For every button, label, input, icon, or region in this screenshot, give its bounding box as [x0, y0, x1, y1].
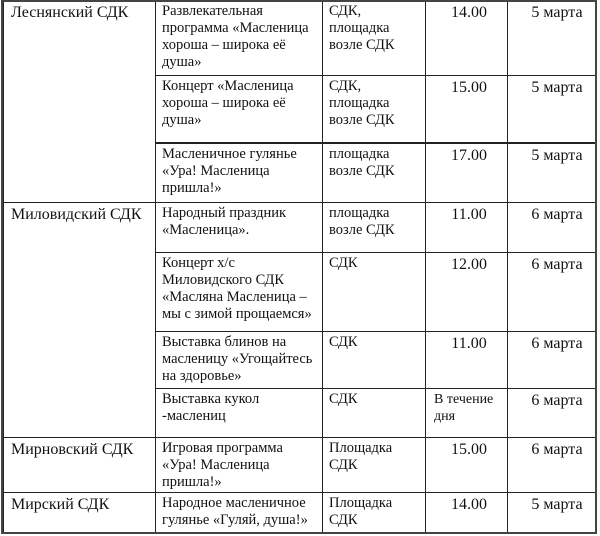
- place-cell: СДК, площадка возле СДК: [323, 1, 426, 76]
- table-row: [4, 1, 598, 76]
- date-cell: 6 марта: [508, 203, 598, 253]
- table-row: [4, 203, 598, 253]
- time-cell: 12.00: [426, 253, 508, 332]
- date-cell: 5 марта: [508, 493, 598, 535]
- event-cell: Народное масленичное гулянье «Гуляй, душа!»: [156, 493, 323, 535]
- place-cell: площадка возле СДК: [323, 203, 426, 253]
- event-cell: Масленичное гулянье «Ура! Масленица пришла!»: [156, 143, 323, 203]
- event-cell: Игровая программа «Ура! Масленица пришла!»: [156, 438, 323, 493]
- event-cell: Концерт «Масленица хороша – широка её душа»: [156, 76, 323, 144]
- place-cell: Площадка СДК: [323, 438, 426, 493]
- date-cell: 6 марта: [508, 438, 598, 493]
- event-cell: Концерт х/с Миловидского СДК «Масляна Масленица – мы с зимой прощаемся»: [156, 253, 323, 332]
- date-cell: 6 марта: [508, 389, 598, 438]
- org-cell: Мирский СДК: [4, 493, 156, 535]
- place-cell: Площадка СДК: [323, 493, 426, 535]
- event-cell: Развлекательная программа «Масленица хороша – широка её душа»: [156, 1, 323, 76]
- org-cell: Миловидский СДК: [4, 203, 156, 438]
- events-table: [3, 0, 597, 534]
- schedule-frame: [1, 0, 597, 534]
- date-cell: 6 марта: [508, 253, 598, 332]
- org-cell: Мирновский СДК: [4, 438, 156, 493]
- place-cell: площадка возле СДК: [323, 143, 426, 203]
- time-cell: 14.00: [426, 1, 508, 76]
- event-cell: Народный праздник «Масленица».: [156, 203, 323, 253]
- event-cell: Выставка кукол -маслениц: [156, 389, 323, 438]
- table-row: [4, 493, 598, 535]
- place-cell: СДК: [323, 253, 426, 332]
- date-cell: 5 марта: [508, 76, 598, 144]
- time-cell: В течение дня: [426, 389, 508, 438]
- place-cell: СДК: [323, 332, 426, 389]
- date-cell: 6 марта: [508, 332, 598, 389]
- org-cell: Леснянский СДК: [4, 1, 156, 203]
- time-cell: 14.00: [426, 493, 508, 535]
- time-cell: 11.00: [426, 203, 508, 253]
- event-cell: Выставка блинов на масленицу «Угощайтесь на здоровье»: [156, 332, 323, 389]
- date-cell: 5 марта: [508, 1, 598, 76]
- table-row: [4, 438, 598, 493]
- time-cell: 15.00: [426, 76, 508, 144]
- time-cell: 17.00: [426, 143, 508, 203]
- place-cell: СДК: [323, 389, 426, 438]
- time-cell: 11.00: [426, 332, 508, 389]
- time-cell: 15.00: [426, 438, 508, 493]
- place-cell: СДК, площадка возле СДК: [323, 76, 426, 144]
- date-cell: 5 марта: [508, 143, 598, 203]
